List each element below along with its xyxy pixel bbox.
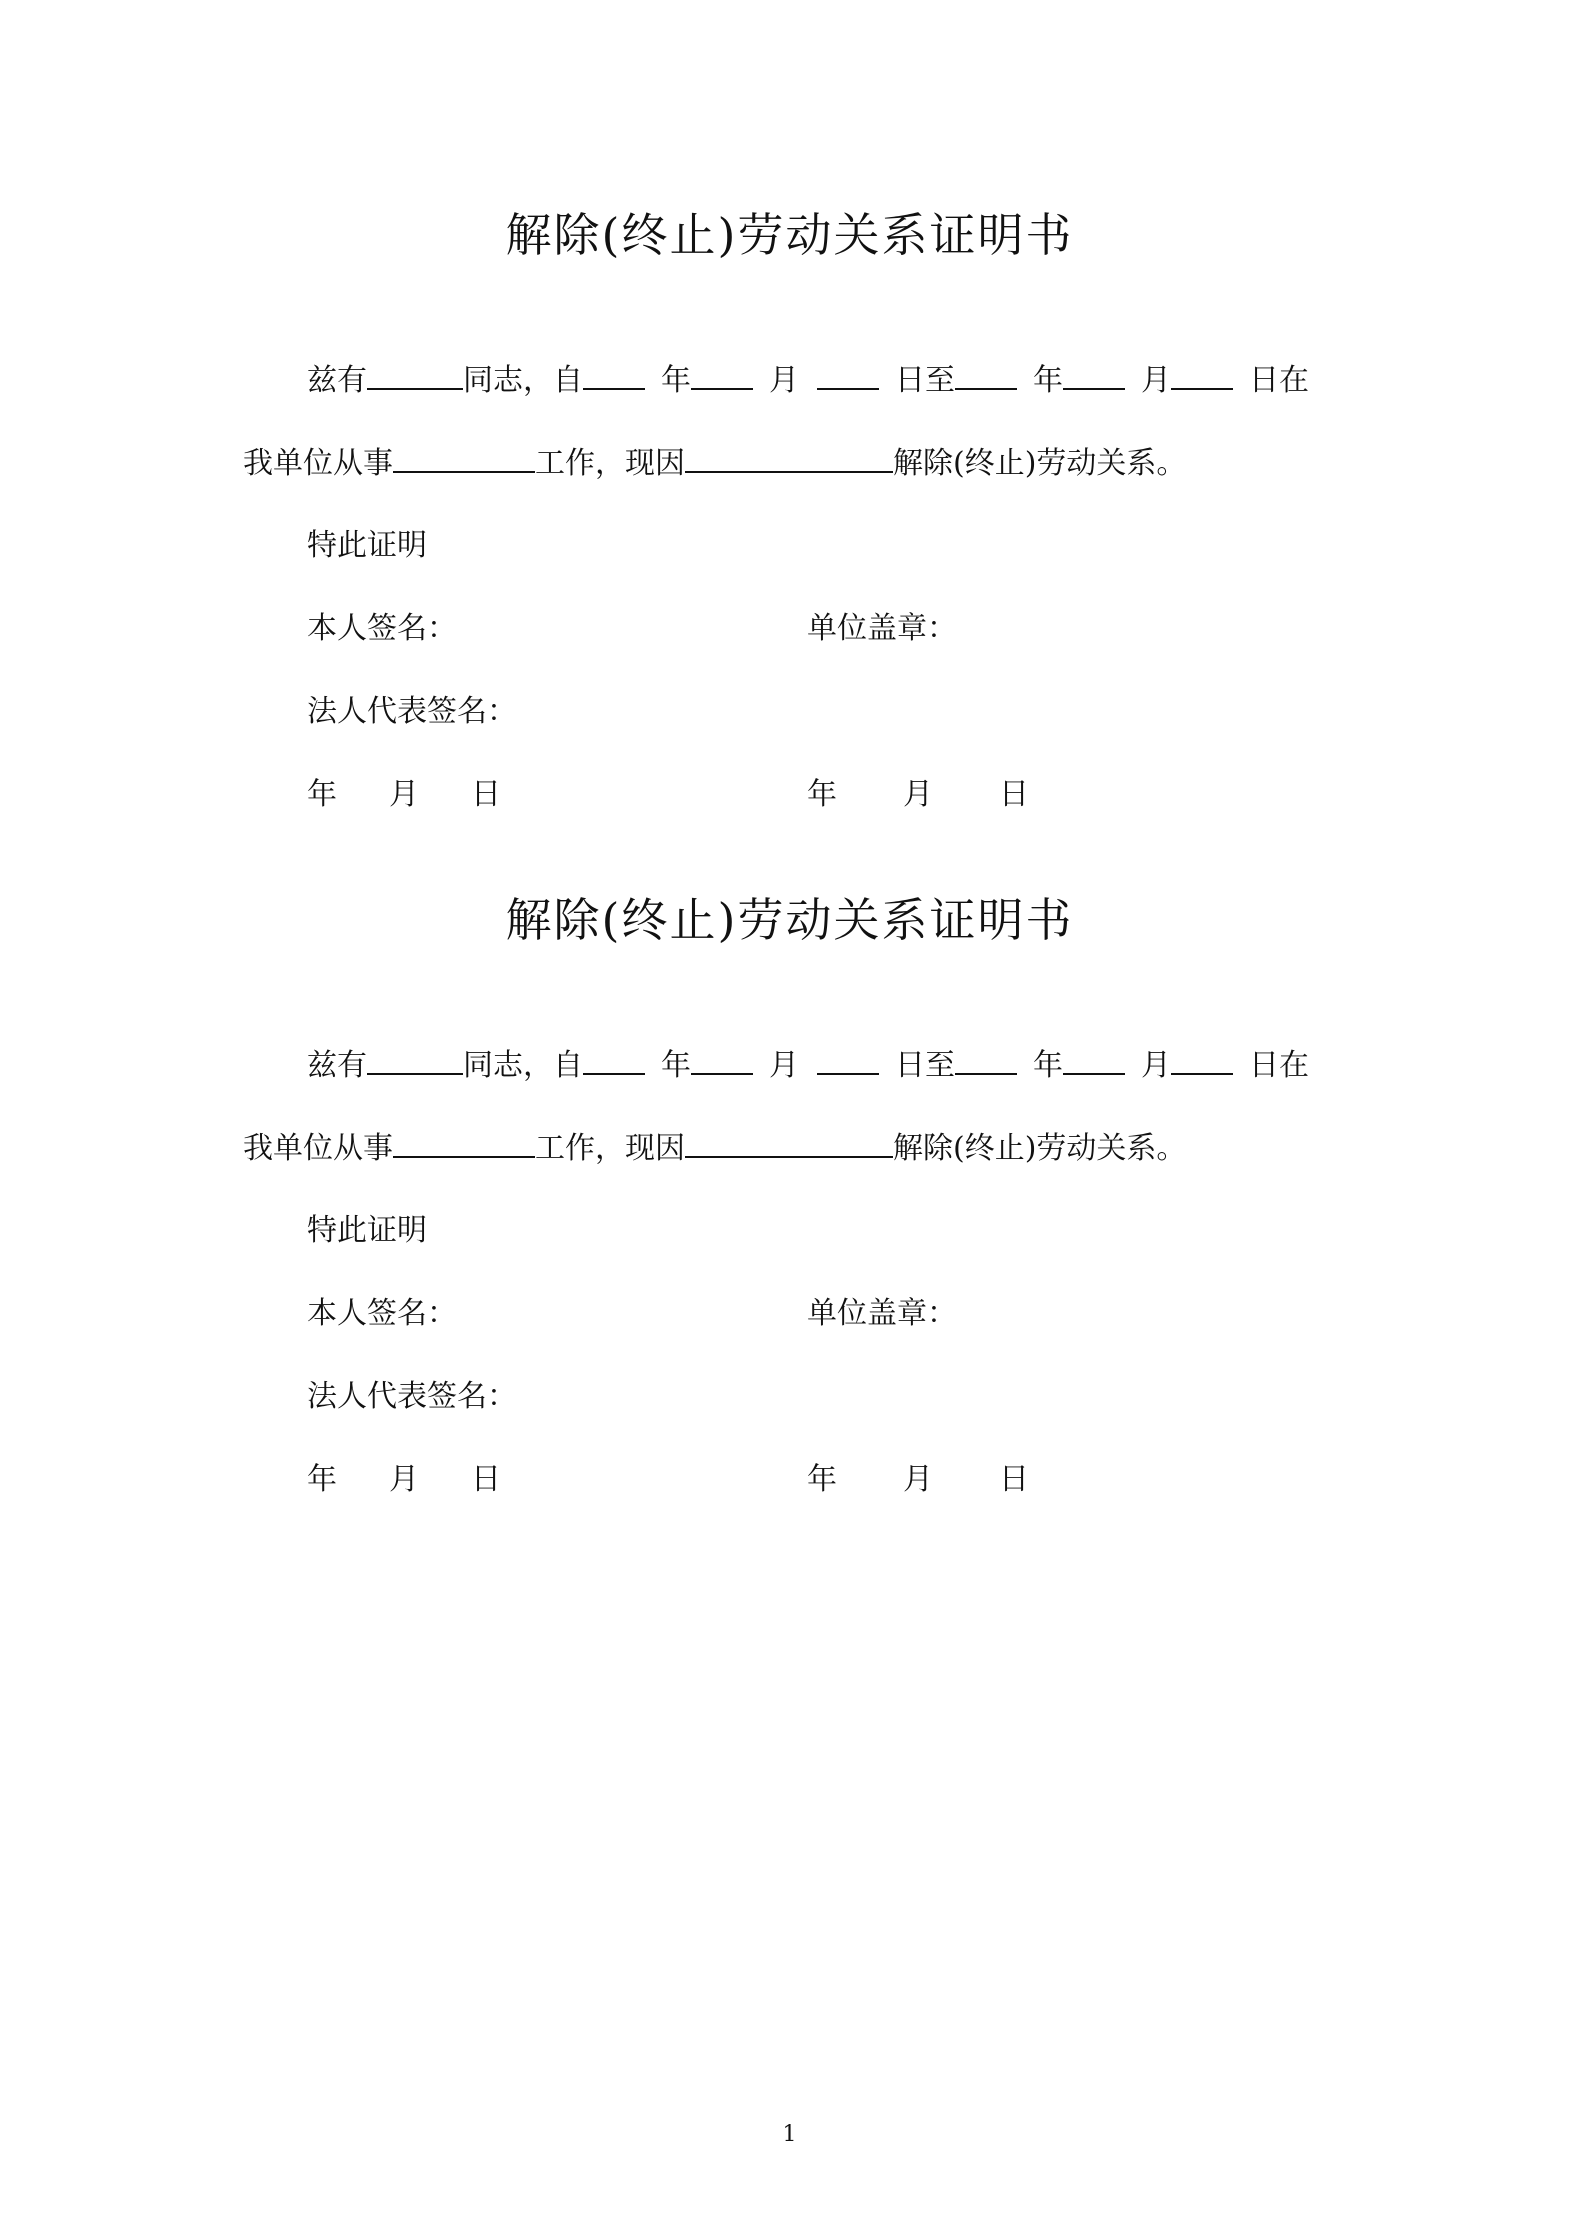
- certificate-1: [0, 195, 1579, 875]
- text: 日至: [895, 1048, 955, 1083]
- name-blank: [367, 1045, 463, 1075]
- job-blank: [393, 443, 535, 473]
- day-label: 日: [471, 1462, 501, 1497]
- paragraph-line-2: [243, 443, 1186, 483]
- company-stamp-label: 单位盖章：: [807, 611, 957, 646]
- special-statement: 特此证明: [307, 528, 427, 563]
- special-statement: 特此证明: [307, 1213, 427, 1248]
- day-label: 日: [999, 1462, 1029, 1497]
- start-year-blank: [583, 1045, 645, 1075]
- page-number: 1: [782, 2122, 797, 2147]
- reason-blank: [685, 1128, 893, 1158]
- text: 工作，现因: [535, 446, 685, 481]
- text: 月: [769, 363, 799, 398]
- certificate-title: 解除(终止)劳动关系证明书: [505, 893, 1074, 947]
- paragraph-line-2: [243, 1128, 1186, 1168]
- text: 月: [1141, 1048, 1171, 1083]
- year-label: 年: [807, 777, 837, 812]
- month-label: 月: [903, 1462, 933, 1497]
- month-label: 月: [389, 1462, 419, 1497]
- start-day-blank: [817, 1045, 879, 1075]
- text: 年: [1033, 363, 1063, 398]
- legal-rep-signature-label: 法人代表签名：: [307, 1379, 517, 1414]
- text: 日在: [1249, 363, 1309, 398]
- end-month-blank: [1063, 1045, 1125, 1075]
- day-label: 日: [471, 777, 501, 812]
- paragraph-line-1: [307, 360, 1309, 400]
- end-year-blank: [955, 360, 1017, 390]
- text: 兹有: [307, 363, 367, 398]
- text: 月: [769, 1048, 799, 1083]
- text: 日在: [1249, 1048, 1309, 1083]
- end-month-blank: [1063, 360, 1125, 390]
- legal-rep-signature-label: 法人代表签名：: [307, 694, 517, 729]
- job-blank: [393, 1128, 535, 1158]
- end-day-blank: [1171, 360, 1233, 390]
- text: 同志，自: [463, 1048, 583, 1083]
- self-signature-label: 本人签名：: [307, 611, 457, 646]
- month-label: 月: [903, 777, 933, 812]
- end-day-blank: [1171, 1045, 1233, 1075]
- date-right: [807, 1460, 1029, 1500]
- text: 同志，自: [463, 363, 583, 398]
- text: 年: [661, 363, 691, 398]
- text: 工作，现因: [535, 1131, 685, 1166]
- text: 月: [1141, 363, 1171, 398]
- text: 解除(终止)劳动关系。: [893, 446, 1187, 481]
- name-blank: [367, 360, 463, 390]
- certificate-2: [0, 880, 1579, 1560]
- month-label: 月: [389, 777, 419, 812]
- date-left: [307, 775, 501, 815]
- year-label: 年: [307, 1462, 337, 1497]
- year-label: 年: [307, 777, 337, 812]
- year-label: 年: [807, 1462, 837, 1497]
- company-stamp-label: 单位盖章：: [807, 1296, 957, 1331]
- start-month-blank: [691, 360, 753, 390]
- date-right: [807, 775, 1029, 815]
- reason-blank: [685, 443, 893, 473]
- text: 兹有: [307, 1048, 367, 1083]
- text: 年: [661, 1048, 691, 1083]
- text: 解除(终止)劳动关系。: [893, 1131, 1187, 1166]
- start-year-blank: [583, 360, 645, 390]
- start-day-blank: [817, 360, 879, 390]
- text: 日至: [895, 363, 955, 398]
- certificate-title: 解除(终止)劳动关系证明书: [505, 208, 1074, 262]
- text: 我单位从事: [243, 446, 393, 481]
- self-signature-label: 本人签名：: [307, 1296, 457, 1331]
- end-year-blank: [955, 1045, 1017, 1075]
- text: 年: [1033, 1048, 1063, 1083]
- date-left: [307, 1460, 501, 1500]
- day-label: 日: [999, 777, 1029, 812]
- start-month-blank: [691, 1045, 753, 1075]
- paragraph-line-1: [307, 1045, 1309, 1085]
- text: 我单位从事: [243, 1131, 393, 1166]
